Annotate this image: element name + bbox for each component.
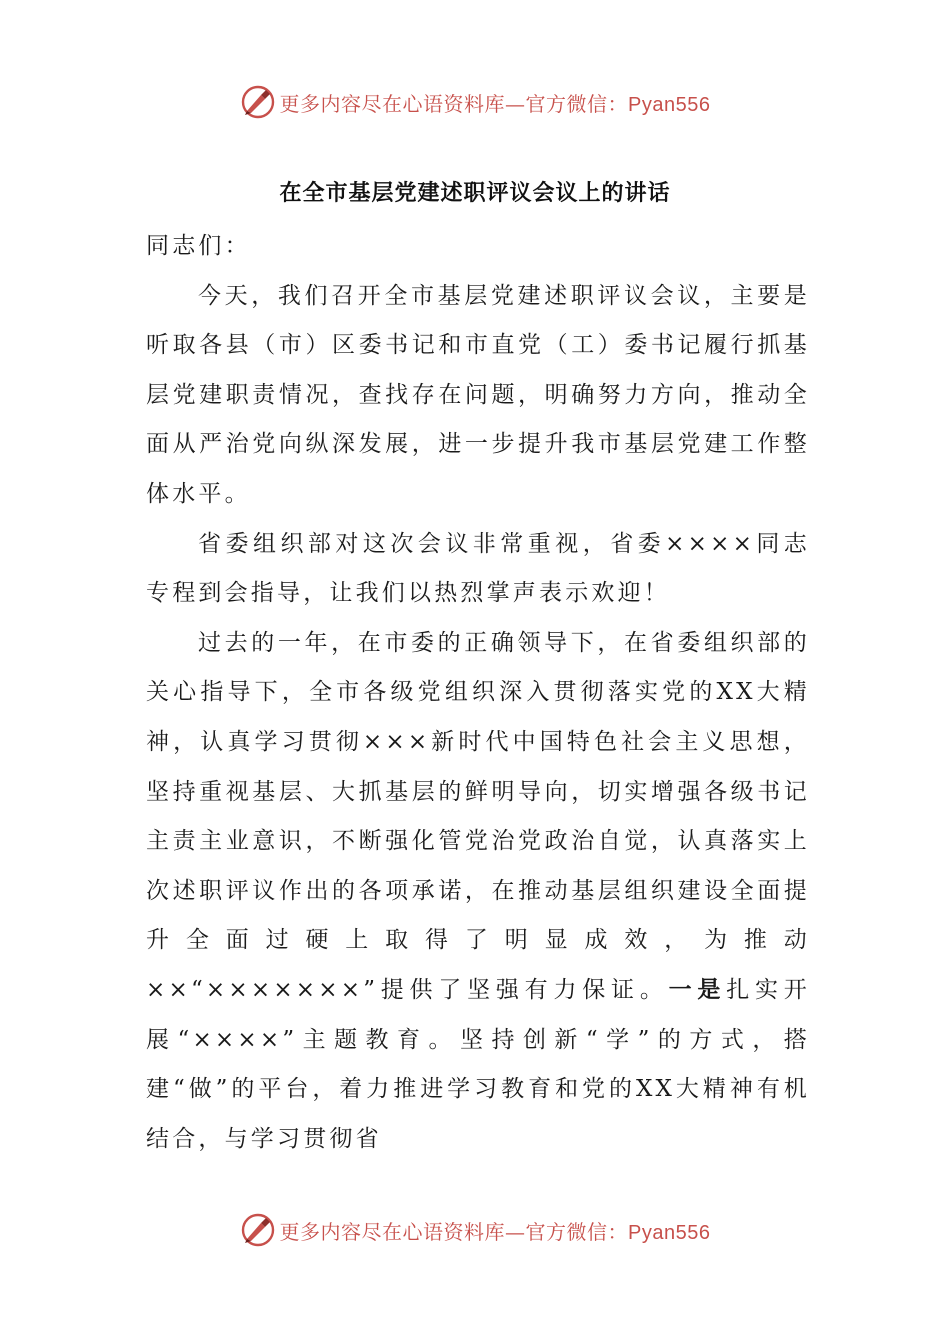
banner-text: 更多内容尽在心语资料库—官方微信：Pyan556 bbox=[279, 91, 711, 116]
header-banner bbox=[0, 80, 950, 124]
wechat-id: Pyan556 bbox=[628, 1221, 711, 1244]
salutation: 同志们： bbox=[146, 233, 251, 259]
footer-banner bbox=[0, 1208, 950, 1252]
pen-in-circle-icon bbox=[240, 1212, 276, 1248]
document-title: 在全市基层党建述职评议会议上的讲话 bbox=[279, 181, 671, 206]
paragraph-3-rest: 扎实开展“××××”主题教育。坚持创新“学”的方式，搭建“做”的平台，着力推进学习教育和党的XX大精神有机结合，与学习贯彻省 bbox=[146, 976, 810, 1152]
paragraph-3-lead: 过去的一年，在市委的正确领导下，在省委组织部的关心指导下，全市各级党组织深入贯彻落实党的XX大精神，认真学习贯彻×××新时代中国特色社会主义思想，坚持重视基层、大抓基层的鲜明导向，切实增强各级书记主责主业意识，不断强化管党治党政治自觉，认真落实上次述职评议作出的各项承诺，在推动基层组织建设全面提升全面过硬上取得了明显成效，为推动××“×××××××”提供了坚强有力保证。 bbox=[146, 629, 810, 1003]
paragraph-3 bbox=[146, 619, 810, 1165]
paragraph-2: 省委组织部对这次会议非常重视，省委××××同志专程到会指导，让我们以热烈掌声表示欢迎！ bbox=[146, 530, 810, 607]
speech-body bbox=[146, 222, 810, 1164]
pen-in-circle-icon bbox=[240, 84, 276, 120]
wechat-id: Pyan556 bbox=[628, 93, 711, 116]
banner-text: 更多内容尽在心语资料库—官方微信：Pyan556 bbox=[279, 1219, 711, 1244]
emphasis-first-point: 一是 bbox=[668, 976, 727, 1003]
paragraph-1: 今天，我们召开全市基层党建述职评议会议，主要是听取各县（市）区委书记和市直党（工）委书记履行抓基层党建职责情况，查找存在问题，明确努力方向，推动全面从严治党向纵深发展，进一步提升我市基层党建工作整体水平。 bbox=[146, 282, 810, 507]
